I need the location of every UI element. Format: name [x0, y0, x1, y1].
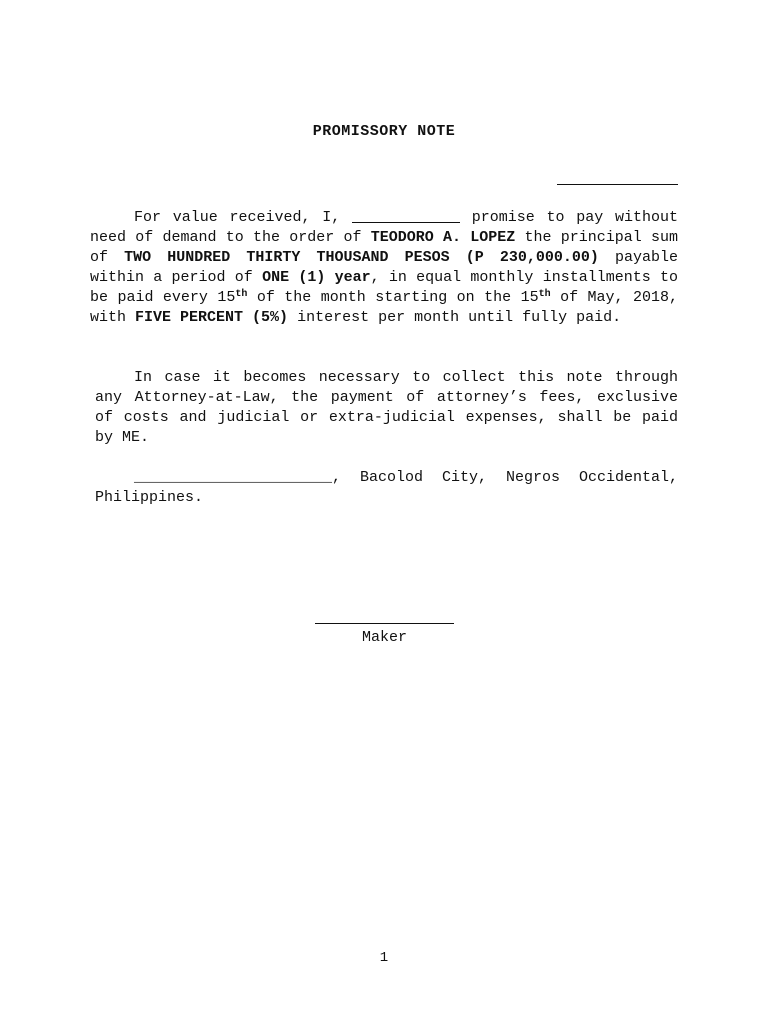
place-text: Bacolod City, Negros Occidental, Philippines.	[95, 469, 678, 506]
place-date-blank: ______________________,	[134, 469, 342, 486]
ordinal-suffix-1: th	[235, 289, 248, 300]
paragraph-terms	[90, 208, 678, 328]
p1-text-7: of May, 2018, with	[90, 289, 678, 326]
ordinal-suffix-2: th	[538, 289, 551, 300]
paragraph-place	[95, 468, 678, 508]
interest-rate: FIVE PERCENT (5%)	[135, 309, 289, 326]
signature-line	[315, 623, 454, 624]
page-number: 1	[379, 950, 389, 966]
payee-name: TEODORO A. LOPEZ	[370, 229, 516, 246]
p1-text-8: interest per month until fully paid.	[297, 309, 622, 326]
p1-text-4: payable within a period of	[90, 249, 678, 286]
p1-text-6: of the month starting on the 15	[256, 289, 539, 306]
p1-text-3: the principal sum of	[90, 229, 678, 266]
p1-text-1: For value received, I,	[134, 209, 341, 226]
date-blank-line	[557, 184, 678, 185]
signature-label: Maker	[361, 629, 407, 646]
p1-text-5: , in equal monthly installments to be paid every 15	[90, 269, 678, 306]
loan-term: ONE (1) year	[262, 269, 371, 286]
p2-text: In case it becomes necessary to collect this note through any Attorney-at-Law, the payment of attorney’s fees, exclusive of costs and judicial or extra-judicial expenses, shall be paid by ME.	[95, 369, 678, 446]
p1-text-2: promise to pay without need of demand to the order of	[90, 209, 678, 246]
principal-amount: TWO HUNDRED THIRTY THOUSAND PESOS (P 230,000.00)	[124, 249, 599, 266]
document-title: PROMISSORY NOTE	[312, 123, 456, 140]
paragraph-collection	[95, 368, 678, 448]
borrower-name-blank	[352, 208, 460, 223]
